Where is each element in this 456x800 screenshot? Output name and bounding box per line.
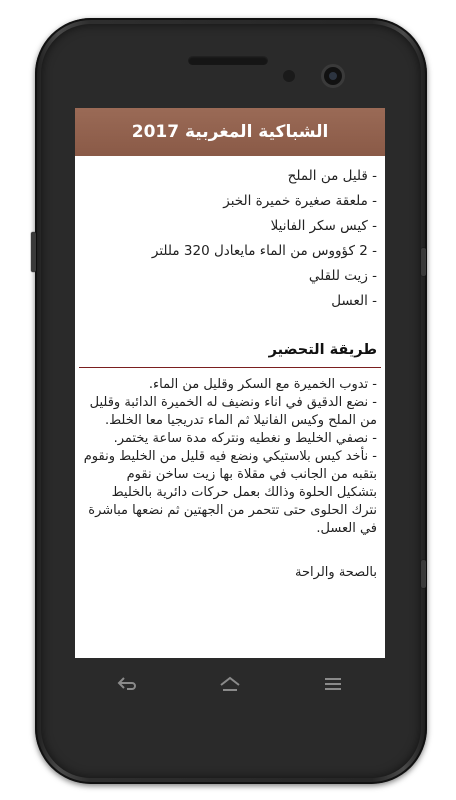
preparation-heading: طريقة التحضير	[268, 342, 377, 358]
ingredient-item: - 2 كؤووس من الماء مايعادل 320 مللتر	[151, 243, 377, 259]
ingredient-item: - زيت للقلي	[308, 268, 377, 284]
ingredient-item: - كيس سكر الفانيلا	[270, 218, 377, 234]
ingredient-item: - ملعقة صغيرة خميرة الخبز	[223, 193, 377, 209]
back-button[interactable]	[107, 669, 147, 699]
preparation-step: - تدوب الخميرة مع السكر وقليل من الماء.	[148, 377, 377, 392]
home-icon	[219, 676, 241, 692]
power-button	[421, 248, 426, 276]
home-button[interactable]	[210, 669, 250, 699]
preparation-step: - نصفي الخليط و نغطيه ونتركه مدة ساعة يختمر.	[113, 431, 377, 446]
navigation-bar	[75, 658, 385, 710]
app-screen	[75, 108, 385, 658]
ingredient-item: - العسل	[331, 293, 377, 309]
closing-text: بالصحة والراحة	[295, 565, 377, 580]
volume-button	[31, 232, 36, 272]
side-key	[421, 560, 426, 588]
menu-button[interactable]	[313, 669, 353, 699]
preparation-step: - نأخد كيس بلاستيكي ونضع فيه قليل من الخليط ونقوم بتقبه من الجانب في مقلاة بها زيت ساخن نقوم بتشكيل الحلوة وذالك بعمل حركات دائرية بالخليط نترك الحلوى حتى تتحمر من الجهتين ثم نضعها مباشرة في العسل.	[83, 449, 377, 536]
proximity-sensor	[283, 70, 295, 82]
front-camera-icon	[324, 67, 342, 85]
preparation-step: - نضع الدقيق في اناء ونضيف له الخميرة الدائبة وقليل من الملح وكيس الفانيلا ثم الماء تدريجيا معا الخلط.	[89, 395, 377, 428]
ingredients-list	[83, 164, 377, 314]
section-divider	[79, 367, 381, 368]
recipe-content[interactable]	[75, 156, 385, 585]
back-icon	[117, 677, 137, 691]
app-title-bar	[75, 108, 385, 156]
earpiece-speaker	[188, 56, 268, 65]
app-title: الشباكية المغربية 2017	[131, 122, 329, 142]
preparation-steps	[83, 376, 377, 538]
ingredient-item: - قليل من الملح	[287, 168, 377, 184]
menu-icon	[324, 677, 342, 691]
